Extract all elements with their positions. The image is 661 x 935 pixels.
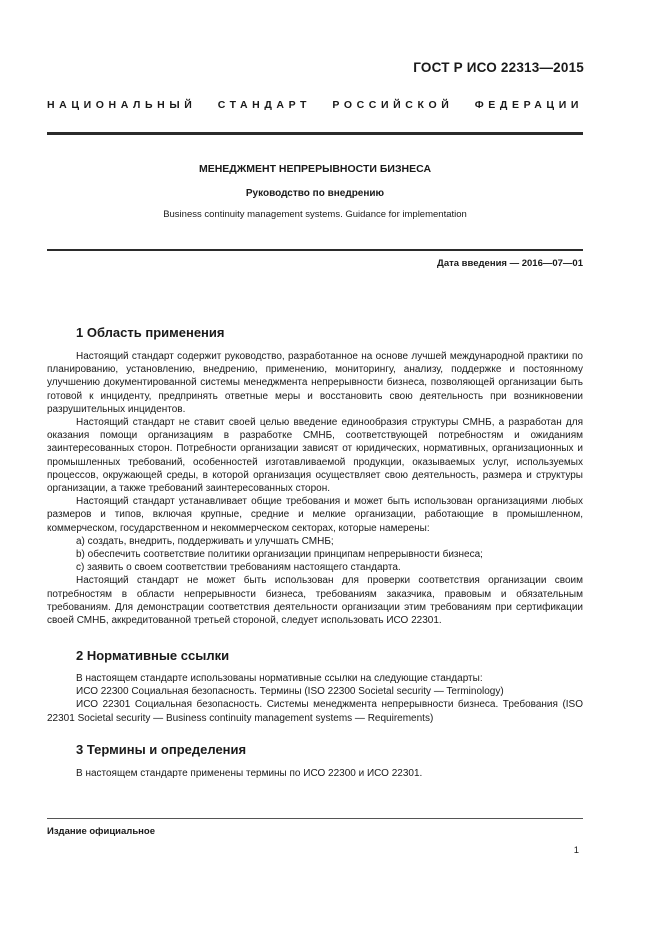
section-3-body — [47, 767, 583, 780]
national-standard-heading: НАЦИОНАЛЬНЫЙ СТАНДАРТ РОССИЙСКОЙ ФЕДЕРАЦИИ — [47, 99, 583, 111]
section-3-title: 3 Термины и определения — [76, 742, 247, 757]
section-1-paragraph-1: Настоящий стандарт содержит руководство, разработанное на основе лучшей международной практики по планированию, установлению, внедрению, применению, мониторингу, анализу, поддержке и постоянному улучшению документированной системы менеджмента непрерывности бизнеса, позволяющей организации быть готовой к инциденту, предпринять ответные меры и восстановить свою деятельность при возникновении разрушительных инцидентов. — [47, 351, 583, 415]
section-1-paragraph-4: Настоящий стандарт не может быть использован для проверки соответствия организации своим потребностям в области непрерывности бизнеса, требованиям заказчика, правовым и обязательным требованиям. Для демонстрации соответствия деятельности организации этим требованиям при сертификации своей СМНБ, аккредитованной третьей стороной, следует использовать ИСО 22301. — [47, 575, 583, 627]
document-subtitle: Руководство по внедрению — [245, 188, 385, 199]
standard-number: ГОСТ Р ИСО 22313—2015 — [413, 60, 584, 75]
official-edition-label: Издание официальное — [47, 826, 155, 837]
list-item: c) заявить о своем соответствии требованиям настоящего стандарта. — [76, 562, 401, 574]
section-2-reference-1: ИСО 22300 Социальная безопасность. Термины (ISO 22300 Societal security — Terminology) — [76, 686, 504, 698]
section-3-paragraph-1: В настоящем стандарте применены термины по ИСО 22300 и ИСО 22301. — [76, 768, 423, 779]
english-title: Business continuity management systems. Guidance for implementation — [163, 209, 467, 220]
document-title: МЕНЕДЖМЕНТ НЕПРЕРЫВНОСТИ БИЗНЕСА — [198, 163, 432, 175]
section-1-body — [47, 350, 583, 627]
list-item: b) обеспечить соответствие политики организации принципам непрерывности бизнеса; — [76, 549, 483, 561]
section-2-body — [47, 672, 583, 725]
section-1-paragraph-3: Настоящий стандарт устанавливает общие требования и может быть использован организациями любых размеров и типов, включая крупные, средние и мелкие организации, работающие в промышленном, коммерческом, государственном и некоммерческом секторах, которые намерены: — [47, 496, 583, 534]
section-2-reference-2: ИСО 22301 Социальная безопасность. Системы менеджмента непрерывности бизнеса. Требования (ISO 22301 Societal security — Business continuity management systems — Requirements) — [47, 699, 583, 724]
title-divider — [47, 249, 583, 251]
section-1-paragraph-2: Настоящий стандарт не ставит своей целью введение единообразия структуры СМНБ, а разработан для оказания помощи организациям в разработке СМНБ, соответствующей потребностям и ожиданиям заинтересованных сторон. Потребности организации зависят от юридических, нормативных, организационных и промышленных требований, особенностей изготавливаемой продукции, оказываемых услуг, используемых процессов, окружающей среды, в которой организация осуществляет свою деятельность, размера и структуры организации, а также требований заинтересованных сторон. — [47, 417, 583, 495]
section-1-title: 1 Область применения — [76, 325, 225, 340]
introduction-date: Дата введения — 2016—07—01 — [437, 258, 583, 269]
section-2-title: 2 Нормативные ссылки — [76, 648, 230, 663]
header-divider — [47, 132, 583, 135]
section-2-paragraph-1: В настоящем стандарте использованы нормативные ссылки на следующие стандарты: — [76, 673, 483, 684]
page-number: 1 — [573, 845, 579, 856]
footer-divider — [47, 818, 583, 819]
list-item: a) создать, внедрить, поддерживать и улучшать СМНБ; — [76, 535, 334, 547]
